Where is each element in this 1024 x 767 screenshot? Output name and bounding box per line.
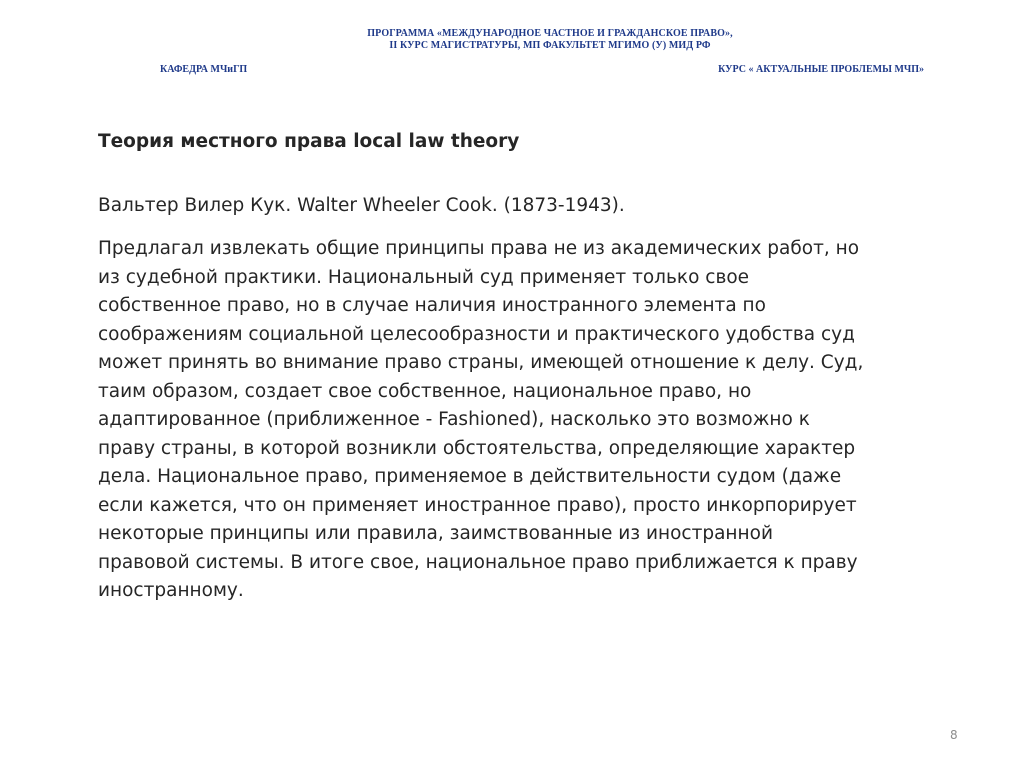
body-line: собственное право, но в случае наличия иностранного элемента по: [98, 295, 766, 316]
page-number: 8: [950, 728, 958, 742]
program-header-line-1: ПРОГРАММА «МЕЖДУНАРОДНОЕ ЧАСТНОЕ И ГРАЖДАНСКОЕ ПРАВО»,: [367, 28, 733, 39]
body-paragraph: [98, 235, 978, 606]
slide-content: [98, 128, 978, 606]
body-line: некоторые принципы или правила, заимствованные из иностранной: [98, 523, 773, 544]
body-line: из судебной практики. Национальный суд применяет только свое: [98, 266, 750, 288]
body-line: дела. Национальное право, применяемое в действительности судом (даже: [98, 466, 842, 487]
body-line: иностранному.: [98, 580, 244, 601]
body-line: соображениям социальной целесообразности и практического удобства суд: [98, 323, 855, 345]
body-line: праву страны, в которой возникли обстоятельства, определяющие характер: [98, 437, 856, 459]
body-line: таим образом, создает свое собственное, национальное право, но: [98, 380, 752, 402]
body-line: если кажется, что он применяет иностранное право), просто инкорпорирует: [98, 494, 857, 516]
body-line: правовой системы. В итоге свое, национальное право приближается к праву: [98, 551, 858, 573]
program-header: [300, 28, 800, 52]
body-line: адаптированное (приближенное - Fashioned), насколько это возможно к: [98, 409, 810, 430]
body-line: может принять во внимание право страны, имеющей отношение к делу. Суд,: [98, 352, 864, 373]
department-label: КАФЕДРА МЧиГП: [160, 64, 248, 75]
author-line: Вальтер Вилер Кук. Walter Wheeler Cook. (1873-1943).: [98, 195, 625, 216]
course-label: КУРС « АКТУАЛЬНЫЕ ПРОБЛЕМЫ МЧП»: [718, 64, 924, 75]
program-header-line-2: II КУРС МАГИСТРАТУРЫ, МП ФАКУЛЬТЕТ МГИМО (У) МИД РФ: [389, 40, 711, 51]
slide-title: Теория местного права local law theory: [98, 131, 520, 152]
body-line: Предлагал извлекать общие принципы права не из академических работ, но: [98, 238, 860, 259]
